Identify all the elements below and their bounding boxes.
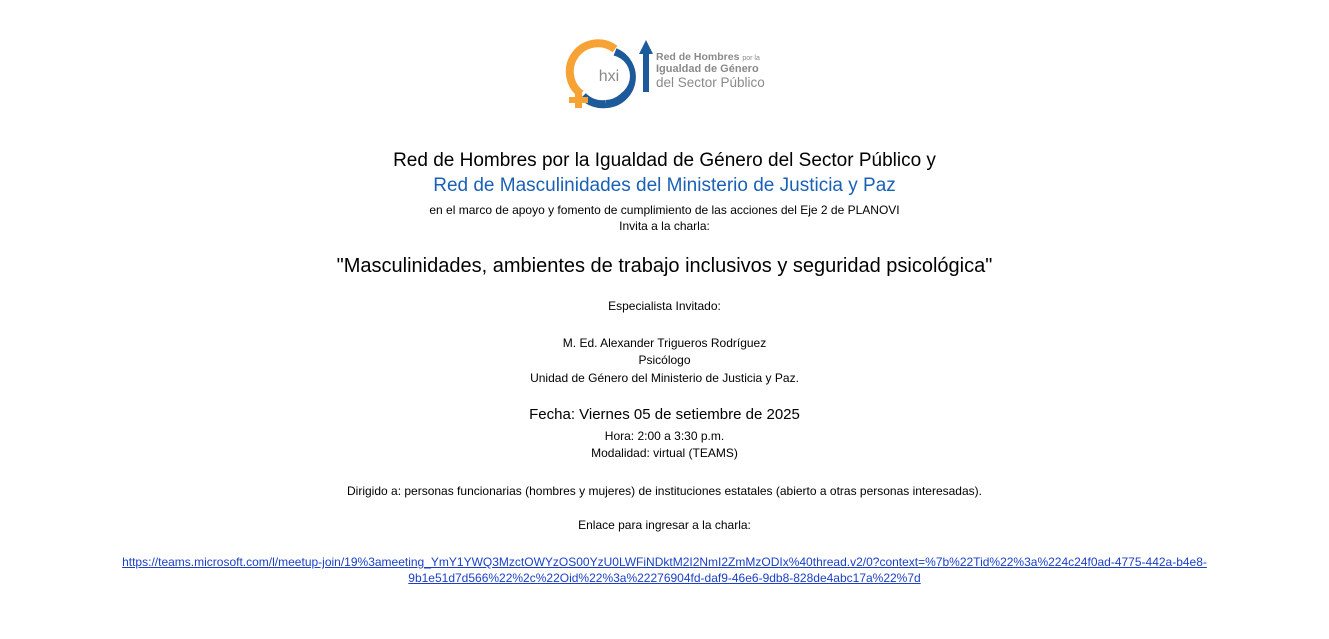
event-modality: Modalidad: virtual (TEAMS) <box>591 446 738 460</box>
link-line1[interactable]: https://teams.microsoft.com/l/meetup-join/19%3ameeting_YmY1YWQ3MzctOWYzOS00YzU0LWFiNDktM2I2NmI2ZmMzODIx%40thread.v2/0?context=%7b%22Tid%22%3a%224c24f0ad-4775-442a-b4e8- <box>122 555 1207 569</box>
talk-title: "Masculinidades, ambientes de trabajo inclusivos y seguridad psicológica" <box>336 255 993 277</box>
logo-wordmark <box>656 52 765 89</box>
event-date: Fecha: Viernes 05 de setiembre de 2025 <box>529 406 800 423</box>
logo-line2: Igualdad de Género <box>656 62 759 75</box>
event-time: Hora: 2:00 a 3:30 p.m. <box>604 429 725 443</box>
speaker-unit: Unidad de Género del Ministerio de Justicia y Paz. <box>530 371 799 385</box>
organization-logo <box>563 34 793 114</box>
speaker-label: Especialista Invitado: <box>608 299 721 313</box>
logo-ring-icon <box>563 34 655 114</box>
logo-line3: del Sector Público <box>656 74 765 90</box>
logo-line1: Red de Hombres <box>656 51 740 63</box>
link-line2[interactable]: 9b1e51d7d566%22%2c%22Oid%22%3a%22276904fd-daf9-46e6-9db8-828de4abc17a%22%7d <box>408 571 921 585</box>
audience-text: Dirigido a: personas funcionarias (hombres y mujeres) de instituciones estatales (abierto a otras personas interesadas). <box>347 484 982 498</box>
teams-meeting-link[interactable] <box>30 554 1299 586</box>
link-label: Enlace para ingresar a la charla: <box>578 518 751 532</box>
intro-marco: en el marco de apoyo y fomento de cumplimiento de las acciones del Eje 2 de PLANOVI <box>429 203 900 217</box>
logo-monogram: hxi <box>598 68 620 85</box>
intro-invita: Invita a la charla: <box>619 219 710 233</box>
speaker-name: M. Ed. Alexander Trigueros Rodríguez <box>562 336 767 350</box>
logo-line1-small: por la <box>742 55 760 62</box>
heading-line1: Red de Hombres por la Igualdad de Género del Sector Público y <box>393 150 936 171</box>
heading-line2: Red de Masculinidades del Ministerio de Justicia y Paz <box>433 175 896 196</box>
speaker-role: Psicólogo <box>638 353 691 367</box>
